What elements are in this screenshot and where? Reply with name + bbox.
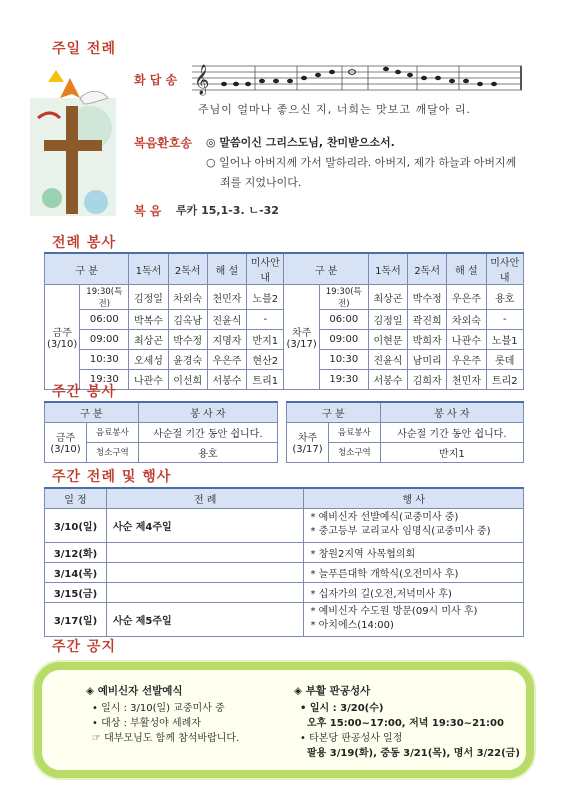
table-cell: 박희자 bbox=[408, 330, 447, 350]
roster-header-commentary: 해 설 bbox=[207, 253, 246, 285]
table-cell: 19:30(특전) bbox=[80, 285, 129, 310]
notice-box bbox=[34, 662, 534, 778]
svg-text:𝄞: 𝄞 bbox=[194, 65, 210, 95]
roster-header-usher: 미사안내 bbox=[247, 253, 284, 285]
schedule-events bbox=[304, 562, 524, 582]
gospel-reference: 루카 15,1-3. ㄴ-32 bbox=[176, 204, 279, 217]
service-header-volunteer: 봉 사 자 bbox=[138, 402, 277, 422]
table-cell: 음료봉사 bbox=[86, 422, 138, 442]
roster-week-label: 금주 (3/10) bbox=[45, 285, 80, 390]
table-cell: 사순절 기간 동안 쉽니다. bbox=[138, 422, 277, 442]
notice-line: • 타본당 판공성사 일정 bbox=[300, 733, 403, 744]
schedule-events bbox=[304, 508, 524, 542]
table-cell: 10:30 bbox=[319, 350, 368, 370]
service-header-row bbox=[287, 402, 524, 422]
table-cell: 나관수 bbox=[447, 330, 486, 350]
table-cell: 09:00 bbox=[319, 330, 368, 350]
table-row bbox=[45, 542, 524, 562]
roster-week-label: 차주 (3/17) bbox=[284, 285, 319, 390]
table-row bbox=[45, 562, 524, 582]
table-cell: 이선희 bbox=[168, 370, 207, 390]
table-cell: 김옥남 bbox=[168, 310, 207, 330]
service-header-row bbox=[45, 402, 278, 422]
notice-line: 팔용 3/19(화), 중동 3/21(목), 명서 3/22(금) bbox=[300, 748, 520, 759]
music-staff bbox=[192, 60, 522, 98]
table-cell: 트리1 bbox=[247, 370, 284, 390]
schedule-header-liturgy: 전 례 bbox=[106, 488, 304, 508]
roster-table bbox=[44, 252, 524, 390]
table-cell: 진윤식 bbox=[368, 350, 407, 370]
table-cell: 오세성 bbox=[129, 350, 168, 370]
table-cell: 06:00 bbox=[319, 310, 368, 330]
service-table-next-week bbox=[286, 401, 524, 463]
table-cell: - bbox=[247, 310, 284, 330]
table-cell: 음료봉사 bbox=[328, 422, 380, 442]
schedule-date: 3/17(일) bbox=[45, 602, 107, 636]
table-cell: 용호 bbox=[138, 442, 277, 462]
schedule-header-row bbox=[45, 488, 524, 508]
table-cell: 현산2 bbox=[247, 350, 284, 370]
table-cell: 박복수 bbox=[129, 310, 168, 330]
roster-header-reading2: 2독서 bbox=[408, 253, 447, 285]
table-cell: 박수정 bbox=[408, 285, 447, 310]
table-cell: 차외숙 bbox=[168, 285, 207, 310]
service-section-title: 주간 봉사 bbox=[52, 384, 116, 400]
acclamation-line-2: ○ 일어나 아버지께 가서 말하리라. 아버지, 제가 하늘과 아버지께 bbox=[206, 156, 517, 169]
schedule-liturgy bbox=[106, 582, 304, 602]
table-cell: 청소구역 bbox=[328, 442, 380, 462]
schedule-liturgy bbox=[106, 562, 304, 582]
table-row bbox=[45, 602, 524, 636]
table-cell: 용호 bbox=[486, 285, 523, 310]
roster-section-title: 전례 봉사 bbox=[52, 235, 116, 251]
table-cell: 김정일 bbox=[129, 285, 168, 310]
table-cell: 노블2 bbox=[247, 285, 284, 310]
service-header-volunteer: 봉 사 자 bbox=[380, 402, 523, 422]
table-cell: 19:30 bbox=[80, 370, 129, 390]
event-item: * 창원2지역 사목협의회 bbox=[310, 548, 416, 560]
schedule-section-title: 주간 전례 및 행사 bbox=[52, 469, 172, 485]
table-cell: 19:30 bbox=[319, 370, 368, 390]
schedule-date: 3/15(금) bbox=[45, 582, 107, 602]
notice-line: • 일시 : 3/10(일) 교중미사 중 bbox=[92, 703, 225, 714]
notice-line: 오후 15:00~17:00, 저녁 19:30~21:00 bbox=[300, 718, 504, 729]
table-cell: 트리2 bbox=[486, 370, 523, 390]
event-item: * 중고등부 교리교사 임명식(교중미사 중) bbox=[310, 526, 491, 537]
notice-line: • 일시 : 3/20(수) bbox=[300, 703, 384, 714]
schedule-events bbox=[304, 582, 524, 602]
table-cell: 최상곤 bbox=[368, 285, 407, 310]
notice-section-title: 주간 공지 bbox=[52, 639, 116, 655]
service-header-division: 구 분 bbox=[45, 402, 139, 422]
notice-right bbox=[294, 684, 520, 761]
table-row bbox=[287, 422, 524, 442]
table-cell: 10:30 bbox=[80, 350, 129, 370]
schedule-liturgy: 사순 제4주일 bbox=[106, 508, 304, 542]
table-cell: 06:00 bbox=[80, 310, 129, 330]
table-cell: 롯데 bbox=[486, 350, 523, 370]
roster-header-reading2: 2독서 bbox=[168, 253, 207, 285]
schedule-liturgy: 사순 제5주일 bbox=[106, 602, 304, 636]
table-cell: 우은주 bbox=[207, 350, 246, 370]
schedule-header-events: 행 사 bbox=[304, 488, 524, 508]
table-cell: 청소구역 bbox=[86, 442, 138, 462]
liturgy-section-title: 주일 전례 bbox=[52, 41, 116, 57]
table-row bbox=[45, 582, 524, 602]
table-cell: 김정일 bbox=[368, 310, 407, 330]
notice-right-title: ◈ 부활 판공성사 bbox=[294, 685, 371, 697]
table-cell: 서봉수 bbox=[368, 370, 407, 390]
notice-left-title: ◈ 예비신자 선발예식 bbox=[86, 685, 183, 697]
schedule-events bbox=[304, 542, 524, 562]
schedule-date: 3/10(일) bbox=[45, 508, 107, 542]
roster-header-division: 구 분 bbox=[45, 253, 129, 285]
table-cell: 서봉수 bbox=[207, 370, 246, 390]
table-row bbox=[45, 508, 524, 542]
acclamation-line-3: 죄를 지었나이다. bbox=[220, 176, 302, 189]
table-cell: 김희자 bbox=[408, 370, 447, 390]
schedule-header-date: 일 정 bbox=[45, 488, 107, 508]
table-cell: 남미리 bbox=[408, 350, 447, 370]
schedule-liturgy bbox=[106, 542, 304, 562]
event-item: * 예비신자 선발예식(교중미사 중) bbox=[310, 512, 459, 523]
table-cell: 차외숙 bbox=[447, 310, 486, 330]
table-cell: 우은주 bbox=[447, 285, 486, 310]
service-table-this-week bbox=[44, 401, 278, 463]
schedule-date: 3/14(목) bbox=[45, 562, 107, 582]
schedule-date: 3/12(화) bbox=[45, 542, 107, 562]
notice-left bbox=[86, 684, 239, 746]
table-cell: 박수정 bbox=[168, 330, 207, 350]
roster-header-reading1: 1독서 bbox=[368, 253, 407, 285]
event-item: * 십자가의 길(오전,저녁미사 후) bbox=[310, 588, 452, 600]
roster-header-usher: 미사안내 bbox=[486, 253, 523, 285]
table-cell: 사순절 기간 동안 쉽니다. bbox=[380, 422, 523, 442]
gospel-label: 복 음 bbox=[134, 204, 162, 218]
roster-header-division: 구 분 bbox=[284, 253, 368, 285]
table-cell: - bbox=[486, 310, 523, 330]
table-cell: 반지1 bbox=[247, 330, 284, 350]
roster-header-row bbox=[45, 253, 524, 285]
event-item: * 아치에스(14:00) bbox=[310, 620, 394, 631]
table-row bbox=[45, 285, 524, 310]
psalm-lyric: 주님이 얼마나 좋으신 지, 너희는 맛보고 깨달아 리. bbox=[198, 103, 471, 116]
table-cell: 천민자 bbox=[207, 285, 246, 310]
table-cell: 최상곤 bbox=[129, 330, 168, 350]
roster-header-reading1: 1독서 bbox=[129, 253, 168, 285]
event-item: * 예비신자 수도원 방문(09시 미사 후) bbox=[310, 606, 478, 617]
table-cell: 진윤식 bbox=[207, 310, 246, 330]
service-week-label: 금주 (3/10) bbox=[45, 422, 87, 462]
schedule-events bbox=[304, 602, 524, 636]
service-header-division: 구 분 bbox=[287, 402, 381, 422]
roster-header-commentary: 해 설 bbox=[447, 253, 486, 285]
notice-line: • 대상 : 부활성야 세례자 bbox=[92, 718, 201, 729]
service-week-label: 차주 (3/17) bbox=[287, 422, 329, 462]
table-cell: 반지1 bbox=[380, 442, 523, 462]
table-cell: 천민자 bbox=[447, 370, 486, 390]
event-item: * 늘푸른대학 개학식(오전미사 후) bbox=[310, 568, 459, 580]
table-row bbox=[45, 422, 278, 442]
notice-line: ☞ 대부모님도 함께 참석바랍니다. bbox=[92, 733, 240, 744]
cross-dove-illustration bbox=[30, 58, 120, 216]
table-cell: 이현문 bbox=[368, 330, 407, 350]
table-cell: 나관수 bbox=[129, 370, 168, 390]
table-cell: 지명자 bbox=[207, 330, 246, 350]
table-cell: 19:30(특전) bbox=[319, 285, 368, 310]
table-cell: 노블1 bbox=[486, 330, 523, 350]
table-cell: 09:00 bbox=[80, 330, 129, 350]
acclamation-label: 복음환호송 bbox=[134, 136, 192, 150]
schedule-table bbox=[44, 487, 524, 637]
psalm-label: 화 답 송 bbox=[134, 73, 178, 87]
acclamation-line-1: ◎ 말씀이신 그리스도님, 찬미받으소서. bbox=[206, 136, 395, 149]
table-cell: 윤경숙 bbox=[168, 350, 207, 370]
table-cell: 우은주 bbox=[447, 350, 486, 370]
table-cell: 곽진희 bbox=[408, 310, 447, 330]
